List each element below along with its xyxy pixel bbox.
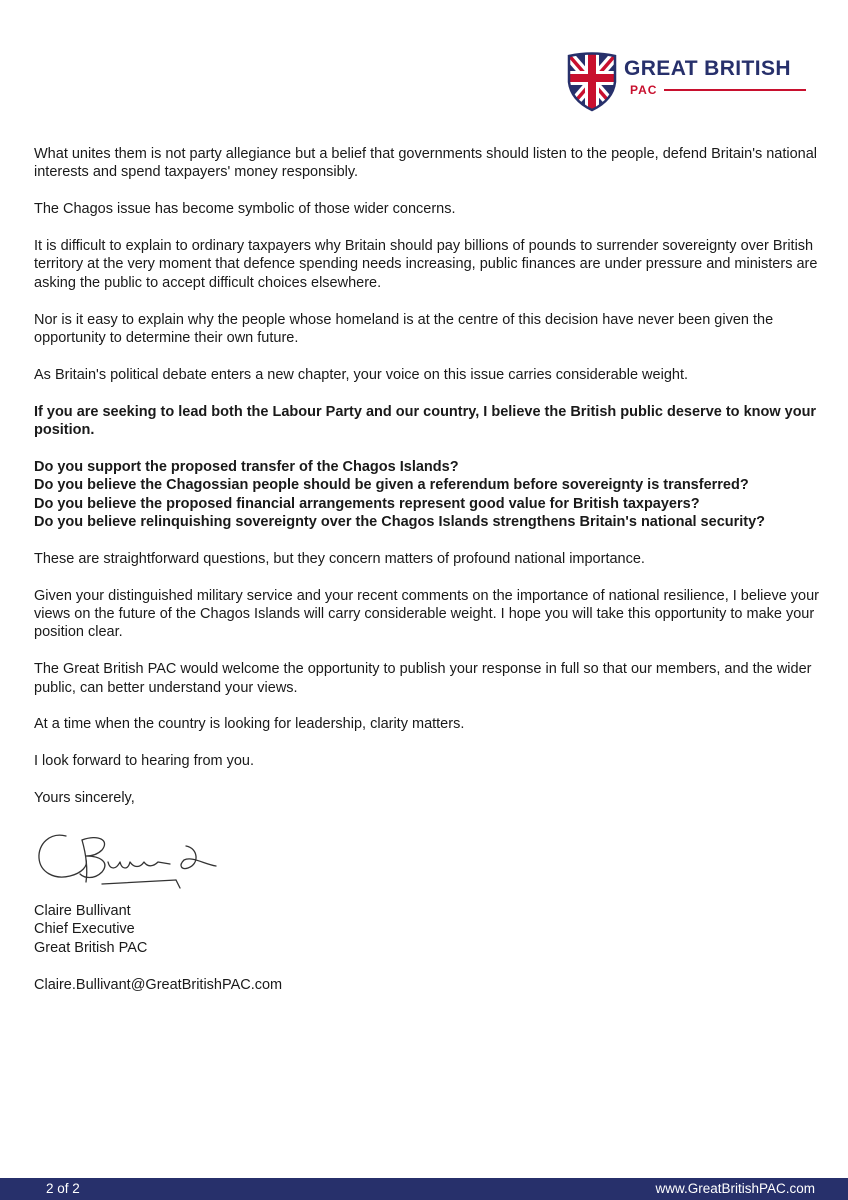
signatory-email: Claire.Bullivant@GreatBritishPAC.com <box>34 977 283 993</box>
union-jack-shield-icon <box>566 52 618 112</box>
paragraph-straightforward: These are straightforward questions, but they concern matters of profound national importance. <box>34 550 645 567</box>
paragraph-publish-response: The Great British PAC would welcome the opportunity to publish your response in full so that our members, and the wider public, can better understand your views. <box>34 661 812 696</box>
paragraph-military-service: Given your distinguished military service and your recent comments on the importance of national resilience, I believe your views on the future of the Chagos Islands will carry considerable weight. I hope you will take this opportunity to make your position clear. <box>34 587 819 641</box>
paragraph-political-debate: As Britain's political debate enters a new chapter, your voice on this issue carries considerable weight. <box>34 366 689 383</box>
paragraph-unites: What unites them is not party allegiance but a belief that governments should listen to the people, defend Britain's national interests and spend taxpayers' money responsibly. <box>34 146 818 181</box>
paragraph-taxpayers: It is difficult to explain to ordinary taxpayers why Britain should pay billions of pounds to surrender sovereignty over British territory at the very moment that defence spending needs increasing, public finances are under pressure and ministers are asking the public to accept difficult choices elsewhere. <box>34 238 818 291</box>
great-british-pac-logo <box>566 52 816 114</box>
paragraph-leadership: At a time when the country is looking for leadership, clarity matters. <box>34 716 465 733</box>
sign-off: Yours sincerely, <box>34 790 135 807</box>
paragraph-seeking-to-lead: If you are seeking to lead both the Labour Party and our country, I believe the British public deserve to know your position. <box>34 403 817 439</box>
paragraph-chagos-symbolic: The Chagos issue has become symbolic of those wider concerns. <box>34 201 456 218</box>
question-item: Do you believe the proposed financial arrangements represent good value for British taxpayers? <box>34 495 700 512</box>
letter-body <box>34 145 824 826</box>
questions-list <box>34 458 824 532</box>
page-footer <box>0 1178 848 1200</box>
paragraph-homeland: Nor is it easy to explain why the people whose homeland is at the centre of this decision have never been given the opportunity to determine their own future. <box>34 311 774 347</box>
page-number: 2 of 2 <box>46 1181 80 1196</box>
signatory-role: Chief Executive <box>34 921 135 938</box>
signatory-block <box>34 902 147 957</box>
question-item: Do you believe the Chagossian people should be given a referendum before sovereignty is transferred? <box>34 477 749 494</box>
logo-rule <box>664 89 806 91</box>
signatory-organisation: Great British PAC <box>34 939 148 956</box>
logo-subtitle: PAC <box>630 83 658 97</box>
signatory-name: Claire Bullivant <box>34 903 131 919</box>
logo-title: GREAT BRITISH <box>624 57 791 80</box>
paragraph-look-forward: I look forward to hearing from you. <box>34 753 255 770</box>
website-link[interactable]: www.GreatBritishPAC.com <box>655 1181 815 1196</box>
question-item: Do you believe relinquishing sovereignty over the Chagos Islands strengthens Britain's national security? <box>34 514 766 531</box>
question-item: Do you support the proposed transfer of the Chagos Islands? <box>34 458 459 475</box>
handwritten-signature <box>36 826 226 892</box>
